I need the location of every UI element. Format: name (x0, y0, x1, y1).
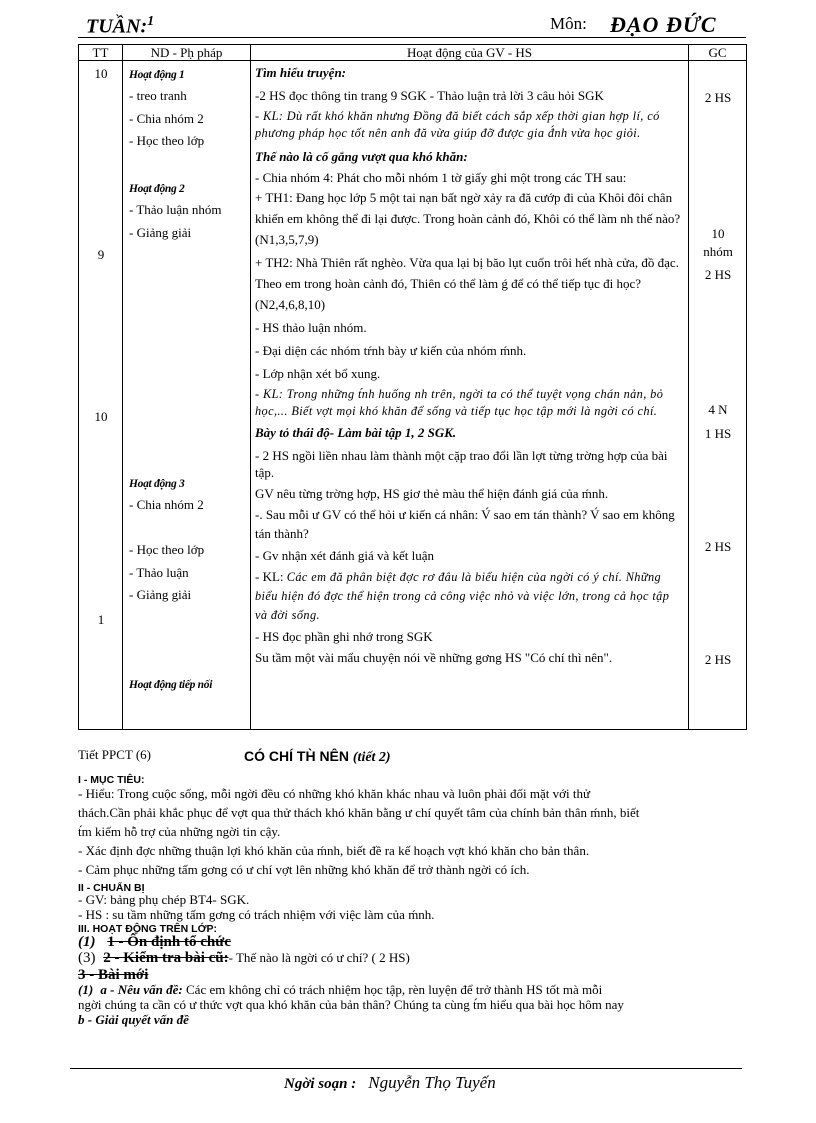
step-number: (1) (78, 934, 96, 950)
paragraph: GV nêu từng trờng hợp, HS giơ thẻ màu thể hiện đánh giá của ḿnh. (255, 486, 609, 501)
paragraph: - HS đọc phần ghi nhớ trong SGK (255, 629, 433, 644)
paragraph: - Lớp nhận xét bổ xung. (255, 366, 381, 381)
nd-column (123, 61, 251, 730)
hd-column (251, 61, 689, 730)
paragraph: + TH2: Nhà Thiên rất nghèo. Vừa qua lại bị băo lụt cuốn trôi hết nhà cửa, đồ đạc. Theo em trong hoàn cảnh đó, Thiên có thể làm ǵ để có thể tiếp tục đi học? (N2,4,6,8,10) (255, 255, 679, 312)
subject-label: Môn: (550, 14, 587, 33)
list-item: - Học theo lớp (129, 133, 205, 148)
objective-line: t́m kiếm hỗ trợ của những ngời tin cậy. (78, 824, 281, 839)
footer-label: Ngời soạn : (284, 1076, 357, 1092)
gc-value: 2 HS (704, 267, 732, 282)
list-item: - Thảo luận (129, 564, 189, 580)
gc-value: 10 (711, 226, 725, 241)
preparation-line: - GV: bảng phụ chép BT4- SGK. (78, 892, 250, 907)
header-gc: GC (689, 45, 747, 61)
paragraph: - HS thảo luận nhóm. (255, 320, 367, 335)
list-item: - treo tranh (129, 88, 187, 103)
paragraph: -2 HS đọc thông tin trang 9 SGK - Thảo luận trả lời 3 câu hỏi SGK (255, 88, 604, 103)
list-item: - Chia nhóm 2 (129, 110, 204, 126)
step-question: - Thế nào là ngời có ư chí? ( 2 HS) (228, 950, 410, 965)
objective-line: - Xác định đợc những thuận lợi khó khăn của ḿnh, biết đề ra kế hoạch vợt khó khăn cho bản thân. (78, 843, 590, 858)
tt-value: 10 (94, 409, 108, 424)
gc-value: nhóm (703, 244, 733, 259)
lesson-table (78, 44, 747, 730)
conclusion: Các em đă phân biệt đợc rơ đâu là biểu hiện của ngời có ý chí. Những biểu hiện đó đợc thể hiện trong cả công việc nhỏ và việc lớn, trong cả học tập và đời sống. (255, 570, 670, 622)
table-row (79, 61, 747, 730)
list-item: - Giảng giải (129, 587, 192, 602)
section-heading: Bày tỏ thái độ- Làm bài tập 1, 2 SGK. (255, 425, 457, 440)
week-number: 1 (147, 14, 155, 29)
conclusion-prefix: - KL: (255, 569, 287, 584)
gc-value: 2 HS (704, 652, 732, 667)
step-number: (1) (78, 982, 94, 997)
section-activities: III. HOẠT ĐỘNG TRÊN LỚP: (78, 923, 218, 935)
subject-title: ĐẠO ĐỨC (610, 12, 717, 37)
footer-author: Nguyễn Thọ Tuyến (368, 1073, 496, 1092)
step-title: 1 - Ổn định tổ chức (107, 934, 231, 950)
objective-line: thách.Cần phải khắc phục để vợt qua thử thách khó khăn bằng ư chí quyết tâm của chính bản thân ḿnh, biết (78, 805, 640, 820)
step-title: b - Giải quyết vấn đề (78, 1012, 189, 1027)
lesson-title-suffix: (tiết 2) (352, 750, 391, 765)
period-label: Tiết PPCT (6) (78, 747, 151, 762)
list-item: - Chia nhóm 2 (129, 497, 204, 512)
paragraph: - Đại diện các nhóm tŕnh bày ư kiến của nhóm ḿnh. (255, 343, 527, 358)
section-heading: Thế nào là cố gắng vượt qua khó khăn: (255, 149, 468, 164)
list-item: - Thảo luận nhóm (129, 202, 222, 217)
week-label: TUẦN:$^1$ (86, 14, 155, 38)
tt-value: 9 (97, 247, 105, 262)
objective-line: - Cảm phục những tấm gơng có ư chí vợt lên những khó khăn để trở thành ngời có ích. (78, 862, 530, 877)
lesson-title (244, 748, 391, 766)
gc-value: 4 N (708, 402, 728, 417)
step-text: Các em không chỉ có trách nhiệm học tập, rèn luyện để trở thành HS tốt mà mỗi (182, 982, 603, 997)
footer (284, 1073, 496, 1093)
tt-value: 10 (94, 66, 108, 81)
section-preparation: II - CHUẨN BỊ (78, 882, 145, 894)
lesson-title-text: CÓ CHÍ TH̀ NÊN (244, 748, 349, 764)
list-item: - Học theo lớp (129, 542, 205, 557)
table-header-row (79, 45, 747, 61)
gc-value: 2 HS (704, 90, 732, 105)
step-label: a - Nêu vấn đề: (100, 982, 183, 997)
paragraph: Su tầm một vài mẩu chuyện nói về những gơng HS "Có chí thì nên". (255, 650, 613, 665)
step-number: (3) (78, 950, 96, 966)
step-title: 2 - Kiểm tra bài cũ: (103, 950, 229, 966)
conclusion: - KL: Dù rất khó khăn nhưng Đồng đă biết cách sắp xếp thời gian hợp lí, có phương pháp học tốt nên anh đă vừa giúp đỡ được gia đ́nh vừa học giỏi. (255, 109, 660, 140)
paragraph: - 2 HS ngồi liền nhau làm thành một cặp trao đổi lần lợt từng trờng hợp của bài tập. (255, 448, 668, 480)
section-heading: Tìm hiểu truyện: (255, 65, 347, 80)
objective-line: - Hiểu: Trong cuộc sống, mỗi ngời đều có những khó khăn khác nhau và luôn phải đối mặt với thử (78, 786, 591, 801)
tt-value: 1 (97, 612, 105, 627)
paragraph: -. Sau mỗi ư GV có thể hỏi ư kiến cá nhân: V́ sao em tán thành? V́ sao em không tán thành? (255, 507, 675, 541)
gc-value: 2 HS (704, 539, 732, 554)
gc-column (689, 61, 747, 730)
activity-2-heading: Hoạt động 2 (129, 183, 185, 195)
header-tt: TT (79, 45, 123, 61)
conclusion: - KL: Trong những t́nh huống nh trên, ngời ta có thể tuyệt vọng chán nản, bỏ học,... Biết vợt mọi khó khăn để sống và tiếp tục học tập mới là ngời có chí. (255, 387, 664, 418)
footer-divider (70, 1068, 742, 1069)
paragraph: - Chia nhóm 4: Phát cho mỗi nhóm 1 tờ giấy ghi một trong các TH sau: (255, 170, 627, 185)
header-nd: ND - Pḥ pháp (123, 45, 251, 61)
activity-4-heading: Hoạt động tiếp nối (129, 679, 213, 691)
step-title: 3 - Bài mới (78, 967, 149, 983)
paragraph: + TH1: Đang học lớp 5 một tai nạn bất ngờ xảy ra đă cướp đi của Khôi đôi chân khiến em không thể đi lại được. Trong hoàn cảnh đó, Khôi có thể làm nh thế nào? (N1,3,5,7,9) (255, 190, 681, 247)
section-objectives: I - MỤC TIÊU: (78, 774, 145, 786)
list-item: - Giảng giải (129, 224, 192, 240)
preparation-line: - HS : su tầm những tấm gơng có trách nhiệm với việc làm của ḿnh. (78, 907, 435, 922)
header-divider (78, 37, 746, 38)
activity-3-heading: Hoạt động 3 (129, 478, 185, 490)
paragraph: - Gv nhận xét đánh giá và kết luận (255, 548, 435, 563)
activity-1-heading: Hoạt động 1 (129, 69, 185, 81)
header-hd: Hoạt động của GV - HS (251, 45, 689, 61)
tt-column (79, 61, 123, 730)
step-text: ngời chúng ta cần có ư thức vợt qua khó khăn của bản thân? Chúng ta cùng t́m hiểu qua bài học hôm nay (78, 997, 624, 1012)
gc-value: 1 HS (704, 426, 732, 441)
